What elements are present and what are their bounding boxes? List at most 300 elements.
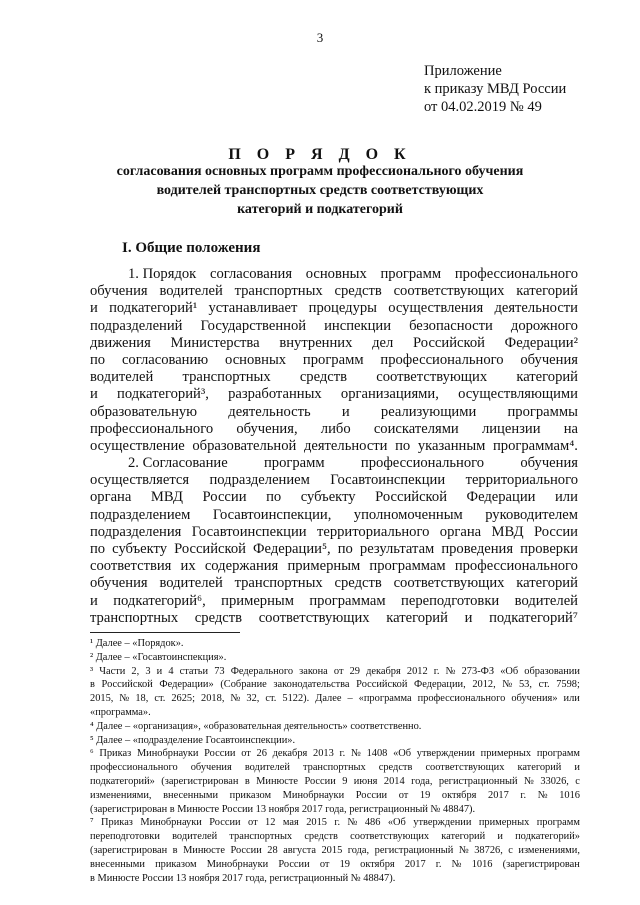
footnote-word: образовании bbox=[524, 665, 580, 677]
body-word: МВД bbox=[150, 489, 183, 506]
body-word: подразделением bbox=[90, 506, 191, 523]
subtitle-line: водителей транспортных средств соответствующих bbox=[156, 183, 484, 198]
footnote-word: категорий bbox=[517, 762, 562, 774]
body-line bbox=[90, 300, 578, 317]
body-word: транспортных bbox=[234, 283, 323, 300]
footnote-line bbox=[90, 844, 580, 858]
body-word: Госавтоинспекции bbox=[330, 472, 446, 489]
section-heading: I. Общие положения bbox=[122, 240, 261, 256]
footnote-word: внесенными bbox=[163, 789, 219, 801]
footnote-word: мая bbox=[282, 817, 299, 829]
body-word: осуществляющими bbox=[458, 386, 578, 403]
body-word: и bbox=[90, 592, 98, 609]
body-word: России bbox=[533, 523, 578, 540]
footnote-word: статьи bbox=[179, 665, 209, 677]
footnote-word: № bbox=[458, 844, 469, 856]
body-word: образовательную bbox=[90, 403, 198, 420]
footnote-word: 19 bbox=[419, 789, 431, 801]
body-word: основных bbox=[305, 266, 367, 282]
body-line bbox=[90, 266, 578, 283]
footnote-word: в bbox=[172, 844, 178, 856]
body-word: Российской bbox=[174, 541, 246, 557]
footnote-word: 2015, bbox=[90, 693, 114, 705]
footnote-line: ¹ Далее – «Порядок». bbox=[90, 638, 184, 649]
footnote-word: № bbox=[119, 693, 130, 705]
footnote-word: ст. bbox=[265, 693, 277, 705]
body-word: Государственной bbox=[200, 317, 307, 334]
body-word: либо bbox=[320, 420, 351, 437]
footnote-word: средств bbox=[378, 762, 413, 774]
footnote-word: Приказ bbox=[99, 748, 132, 760]
footnote-word: 2013 bbox=[313, 748, 334, 760]
body-word: обучения bbox=[90, 283, 148, 300]
footnote-word: 273-ФЗ bbox=[461, 665, 495, 677]
footnote-line: ⁴ Далее – «организация», «образовательная деятельность» соответственно. bbox=[90, 720, 422, 732]
body-word: образовательной bbox=[192, 437, 297, 454]
body-word: средств bbox=[334, 575, 382, 592]
footnote-line bbox=[90, 747, 580, 761]
footnote-word: от bbox=[241, 748, 251, 760]
body-word: осуществляется bbox=[90, 472, 190, 489]
footnote-word: с bbox=[575, 775, 580, 787]
body-word: программам⁴. bbox=[492, 437, 578, 454]
footnote-word: (Собрание bbox=[220, 679, 267, 691]
appendix-line: к приказу МВД России bbox=[424, 81, 567, 97]
body-word: проведения bbox=[441, 541, 514, 557]
footnote-word: Приказ bbox=[101, 817, 133, 829]
body-word: примерным bbox=[221, 592, 294, 609]
appendix-line: Приложение bbox=[424, 63, 502, 79]
footnote-word: 2015 bbox=[306, 817, 327, 829]
body-word: программам bbox=[309, 592, 386, 609]
body-word: водителей bbox=[159, 575, 223, 592]
footnote-word: соответствующих bbox=[425, 762, 505, 774]
footnote-word: примерных bbox=[478, 817, 530, 829]
footnote-word: «Об bbox=[393, 748, 412, 760]
body-line bbox=[90, 593, 578, 610]
body-word: безопасности bbox=[409, 317, 493, 334]
body-word: МВД bbox=[491, 523, 524, 540]
body-word: и bbox=[464, 609, 473, 626]
body-word: подкатегорий⁷ bbox=[489, 609, 578, 626]
footnote-word: года, bbox=[347, 844, 370, 856]
body-word: деятельности bbox=[494, 300, 578, 317]
body-word: программ bbox=[263, 455, 325, 472]
body-line bbox=[90, 335, 578, 352]
footnote-line: ² Далее – «Госавтоинспекция». bbox=[90, 651, 227, 663]
footnote-word: Минобрнауки bbox=[136, 748, 199, 760]
footnote-word: «Об bbox=[500, 665, 519, 677]
body-word: по bbox=[90, 351, 106, 368]
footnote-word: 1016 bbox=[559, 789, 580, 801]
footnote-word: внесенными bbox=[90, 858, 145, 870]
footnote-word: – bbox=[347, 693, 353, 705]
footnote-word: программ bbox=[536, 748, 580, 760]
footnote-word: 2015 bbox=[321, 844, 343, 856]
footnote-word: ст. bbox=[154, 693, 166, 705]
footnote-word: Федерации» bbox=[159, 679, 214, 691]
body-word: России bbox=[202, 489, 247, 506]
footnote-word: утверждении bbox=[416, 748, 475, 760]
body-word: осуществление bbox=[90, 437, 185, 454]
footnote-word: «Об bbox=[387, 817, 406, 829]
body-word: соискателями bbox=[373, 420, 459, 437]
footnote-word: в bbox=[90, 679, 95, 691]
footnote-word: России bbox=[209, 817, 241, 829]
footnote-line bbox=[90, 858, 580, 872]
body-word: и bbox=[90, 386, 98, 403]
footnote-word: от bbox=[319, 858, 330, 870]
body-word: дорожного bbox=[510, 317, 578, 334]
footnote-word: 73 bbox=[214, 665, 225, 677]
footnote-word: года, bbox=[411, 775, 433, 787]
footnote-word: России bbox=[278, 858, 310, 870]
footnote-line: «программа». bbox=[90, 706, 151, 718]
footnote-word: 19 bbox=[339, 858, 350, 870]
body-word: содержания bbox=[204, 558, 279, 575]
body-word: профессионального bbox=[454, 266, 578, 282]
footnote-word: (зарегистрирован bbox=[502, 858, 580, 870]
body-word: средств bbox=[334, 283, 382, 300]
body-line bbox=[90, 610, 578, 627]
body-word: территориального bbox=[465, 472, 578, 489]
body-word: организациями, bbox=[340, 386, 439, 403]
body-word: водителей bbox=[90, 369, 154, 386]
footnote-word: 12 bbox=[265, 817, 276, 829]
body-word: профессионального bbox=[360, 455, 485, 472]
footnote-word: № bbox=[537, 789, 548, 801]
body-word: профессионального bbox=[90, 420, 214, 437]
footnote-word: 2018, bbox=[201, 693, 225, 705]
footnote-word: от bbox=[248, 817, 258, 829]
footnote-word: г. bbox=[433, 665, 440, 677]
footnote-line bbox=[90, 789, 580, 803]
footnote-word: № bbox=[350, 748, 361, 760]
body-word: осуществления bbox=[388, 300, 484, 317]
subtitle-line: согласования основных программ профессионального обучения bbox=[116, 164, 524, 179]
footnote-word: Федерального bbox=[230, 665, 294, 677]
footnote-word: подкатегорий» bbox=[515, 831, 580, 843]
body-word: программам bbox=[369, 558, 446, 575]
body-word: подкатегорий¹ bbox=[109, 300, 198, 317]
body-word: Госавтоинспекции, bbox=[212, 506, 332, 523]
body-word: по bbox=[90, 541, 106, 557]
body-line bbox=[90, 421, 578, 438]
footnote-word: ⁶ bbox=[90, 748, 94, 760]
body-word: субъекту bbox=[112, 541, 168, 557]
footnote-word: обучения» bbox=[511, 693, 558, 705]
footnote-word: (зарегистрирован bbox=[90, 844, 168, 856]
footnote-line bbox=[90, 816, 580, 830]
body-line bbox=[90, 489, 578, 506]
subtitle-line: категорий и подкатегорий bbox=[237, 202, 403, 217]
footnote-word: средств bbox=[304, 831, 338, 843]
body-word: основных bbox=[225, 351, 287, 368]
footnote-divider bbox=[90, 632, 240, 633]
footnote-word: в bbox=[244, 775, 250, 787]
body-word: их bbox=[180, 558, 196, 575]
footnote-word: примерных bbox=[480, 748, 532, 760]
footnote-word: изменениями, bbox=[90, 789, 152, 801]
footnote-word: 29 bbox=[349, 665, 360, 677]
footnote-word: профессионального bbox=[90, 762, 178, 774]
body-line bbox=[90, 318, 578, 335]
body-word: обучения bbox=[90, 575, 148, 592]
body-word: подкатегорий⁶, bbox=[113, 592, 206, 609]
footnote-word: декабря bbox=[366, 665, 401, 677]
footnote-word: 18, bbox=[135, 693, 149, 705]
body-word: и bbox=[341, 403, 350, 420]
appendix-line: от 04.02.2019 № 49 bbox=[424, 99, 542, 115]
body-word: примерным bbox=[287, 558, 361, 575]
footnote-line bbox=[90, 678, 580, 692]
body-word: 1. Порядок bbox=[128, 266, 197, 282]
footnote-word: октября bbox=[360, 858, 395, 870]
body-word: транспортных bbox=[90, 609, 179, 626]
body-word: переподготовки bbox=[401, 592, 500, 609]
body-word: согласованию bbox=[121, 351, 209, 368]
body-word: транспортных bbox=[234, 575, 323, 592]
body-word: обучения, bbox=[236, 420, 298, 437]
body-word: соответствующих bbox=[393, 575, 505, 592]
footnote-word: и bbox=[574, 762, 580, 774]
body-word: обучения bbox=[520, 455, 578, 472]
footnote-word: 28 bbox=[267, 844, 278, 856]
footnote-word: 9 bbox=[342, 775, 348, 787]
footnote-word: подкатегорий» bbox=[90, 775, 155, 787]
footnote-word: переподготовки bbox=[90, 831, 160, 843]
body-word: деятельность bbox=[228, 403, 311, 420]
footnote-word: водителей bbox=[172, 831, 218, 843]
body-line bbox=[90, 575, 578, 592]
footnote-word: 2017 bbox=[404, 858, 426, 870]
footnote-word: июня bbox=[353, 775, 378, 787]
footnote-word: с bbox=[508, 844, 513, 856]
body-word: реализующими bbox=[380, 403, 477, 420]
footnote-line bbox=[90, 665, 580, 679]
body-line bbox=[90, 472, 578, 489]
footnote-word: Минобрнауки bbox=[282, 789, 345, 801]
footnote-word: г. bbox=[520, 789, 527, 801]
body-word: подразделением bbox=[209, 472, 310, 489]
footnote-word: Части bbox=[99, 665, 126, 677]
body-word: подразделений bbox=[90, 317, 183, 334]
body-word: Госавтоинспекции bbox=[191, 523, 307, 540]
body-word: программы bbox=[507, 403, 578, 420]
body-word: деятельности bbox=[303, 437, 388, 454]
footnote-word: закона bbox=[299, 665, 328, 677]
body-word: инспекции bbox=[324, 317, 392, 334]
document-title: П О Р Я Д О К bbox=[228, 146, 412, 163]
footnote-word: 3 bbox=[145, 665, 151, 677]
body-word: территориального bbox=[316, 523, 430, 540]
footnote-word: России bbox=[230, 844, 262, 856]
footnote-word: категорий bbox=[441, 831, 486, 843]
footnote-word: ³ bbox=[90, 665, 94, 677]
footnote-word: Минобрнауки bbox=[206, 858, 269, 870]
footnote-word: Российской bbox=[356, 679, 408, 691]
footnote-word: 2012 bbox=[406, 665, 428, 677]
footnote-word: 33026, bbox=[540, 775, 569, 787]
footnote-word: № bbox=[451, 858, 462, 870]
body-word: согласования bbox=[209, 266, 293, 282]
body-line bbox=[90, 404, 578, 421]
footnote-word: приказом bbox=[155, 858, 197, 870]
body-word: субъекту bbox=[300, 489, 356, 506]
footnote-word: 53, bbox=[518, 679, 532, 691]
footnote-word: транспортных bbox=[302, 762, 366, 774]
body-word: соответствующих bbox=[393, 283, 505, 300]
body-line bbox=[90, 283, 578, 300]
body-word: профессионального bbox=[454, 558, 578, 575]
body-line bbox=[90, 369, 578, 386]
footnote-word: Далее bbox=[315, 693, 342, 705]
body-word: на bbox=[563, 420, 578, 437]
body-word: по bbox=[266, 489, 282, 506]
footnote-word: 4 bbox=[168, 665, 174, 677]
body-line bbox=[90, 352, 578, 369]
body-word: органа bbox=[439, 523, 482, 540]
footnote-word: «программа bbox=[358, 693, 412, 705]
footnote-word: и bbox=[497, 831, 503, 843]
footnote-word: Федерации, bbox=[414, 679, 466, 691]
body-line bbox=[90, 524, 578, 541]
document-subtitle bbox=[90, 162, 550, 219]
body-word: результатам bbox=[359, 541, 435, 557]
footnote-word: Российской bbox=[101, 679, 153, 691]
body-word: Министерства bbox=[170, 334, 260, 351]
body-word: руководителем bbox=[485, 506, 578, 523]
body-word: подразделения bbox=[90, 523, 182, 540]
body-word: указанным bbox=[417, 437, 486, 454]
footnote-word: регистрационный bbox=[438, 775, 518, 787]
body-word: профессионального bbox=[380, 351, 504, 368]
footnote-word: августа bbox=[283, 844, 316, 856]
body-word: уполномоченным bbox=[353, 506, 463, 523]
footnote-word: 7598; bbox=[556, 679, 580, 691]
footnote-line bbox=[90, 692, 580, 706]
body-word: движения bbox=[90, 334, 151, 351]
footnotes bbox=[90, 637, 580, 885]
footnote-word: 2017 bbox=[488, 789, 509, 801]
footnote-line: ⁵ Далее – «подразделение Госавтоинспекции». bbox=[90, 734, 296, 746]
body-word: или bbox=[555, 489, 578, 506]
body-line bbox=[90, 507, 578, 524]
footnote-word: декабря bbox=[272, 748, 308, 760]
body-word: по bbox=[337, 541, 353, 557]
footnote-word: 32, bbox=[246, 693, 260, 705]
footnote-word: № bbox=[347, 817, 358, 829]
footnote-word: 2012, bbox=[472, 679, 496, 691]
footnote-word: г. bbox=[339, 748, 346, 760]
body-word: Федерации bbox=[466, 489, 536, 506]
footnote-word: водителей bbox=[244, 762, 290, 774]
footnote-word: от bbox=[398, 789, 409, 801]
body-word: дел bbox=[372, 334, 394, 351]
footnote-word: (зарегистрирован bbox=[161, 775, 239, 787]
footnote-line bbox=[90, 830, 580, 844]
body-word: транспортных bbox=[182, 369, 271, 386]
body-word: разработанных bbox=[228, 386, 322, 403]
body-word: водителей bbox=[159, 283, 223, 300]
page-number: 3 bbox=[316, 30, 324, 45]
footnote-word: утверждении bbox=[413, 817, 472, 829]
footnote-word: 2625; bbox=[171, 693, 196, 705]
footnote-word: № bbox=[523, 775, 534, 787]
body-word: категорий bbox=[516, 369, 578, 386]
footnote-word: Минобрнауки bbox=[140, 817, 202, 829]
body-word: категорий bbox=[516, 283, 578, 300]
body-word: Российской bbox=[413, 334, 485, 351]
footnote-word: 38726, bbox=[474, 844, 503, 856]
footnote-word: 2, bbox=[131, 665, 140, 677]
footnote-word: программ bbox=[536, 817, 580, 829]
footnote-line bbox=[90, 761, 580, 775]
footnote-word: профессионального bbox=[417, 693, 506, 705]
footnote-word: № bbox=[230, 693, 241, 705]
footnote-line: в Минюсте России 13 ноября 2017 года, регистрационный № 48847). bbox=[90, 872, 396, 884]
body-word: и bbox=[90, 300, 98, 317]
footnote-word: от bbox=[333, 665, 344, 677]
footnote-line: (зарегистрирован в Минюсте России 13 ноября 2017 года, регистрационный № 48847). bbox=[90, 803, 476, 815]
body-word: обучения bbox=[520, 351, 578, 368]
footnote-word: транспортных bbox=[229, 831, 293, 843]
body-word: Федерации⁵, bbox=[253, 541, 331, 557]
footnote-word: обучения bbox=[190, 762, 232, 774]
footnote-word: России bbox=[304, 775, 336, 787]
footnote-word: г. bbox=[334, 817, 341, 829]
footnote-word: № bbox=[502, 679, 513, 691]
body-word: лицензии bbox=[481, 420, 541, 437]
footnote-word: 1016 bbox=[471, 858, 493, 870]
body-word: внутренних bbox=[279, 334, 353, 351]
footnote-word: 2014 bbox=[383, 775, 405, 787]
body-word: программ bbox=[380, 266, 442, 282]
body-word: средств bbox=[299, 369, 348, 386]
footnote-word: Минюсте bbox=[183, 844, 225, 856]
footnote-line bbox=[90, 775, 580, 789]
footnote-word: России bbox=[204, 748, 236, 760]
body-word: средств bbox=[194, 609, 243, 626]
body-word: Федерации² bbox=[504, 334, 578, 351]
body-line bbox=[90, 558, 578, 575]
footnote-word: регистрационный bbox=[374, 844, 454, 856]
body-word: соответствующих bbox=[376, 369, 488, 386]
footnote-word: 5122). bbox=[282, 693, 310, 705]
body-word: категорий bbox=[386, 609, 448, 626]
body-word: водителей bbox=[514, 592, 578, 609]
body-word: 2. Согласование bbox=[128, 455, 228, 472]
footnote-word: ст. bbox=[538, 679, 550, 691]
footnote-word: Минюсте bbox=[256, 775, 299, 787]
body-line bbox=[90, 386, 578, 403]
body-text bbox=[90, 266, 578, 627]
footnote-word: приказом bbox=[229, 789, 272, 801]
footnote-word: октября bbox=[441, 789, 477, 801]
footnote-word: № bbox=[445, 665, 456, 677]
body-line bbox=[90, 541, 578, 558]
body-word: соответствия bbox=[90, 558, 172, 575]
footnote-word: 486 bbox=[364, 817, 381, 829]
body-line bbox=[90, 438, 578, 455]
body-word: устанавливает bbox=[208, 300, 298, 317]
footnote-word: законодательства bbox=[273, 679, 350, 691]
footnote-word: 1408 bbox=[366, 748, 388, 760]
body-word: соответствующих bbox=[258, 609, 370, 626]
footnote-word: и bbox=[156, 665, 163, 677]
footnote-word: изменениями, bbox=[518, 844, 580, 856]
body-word: Российской bbox=[375, 489, 448, 506]
